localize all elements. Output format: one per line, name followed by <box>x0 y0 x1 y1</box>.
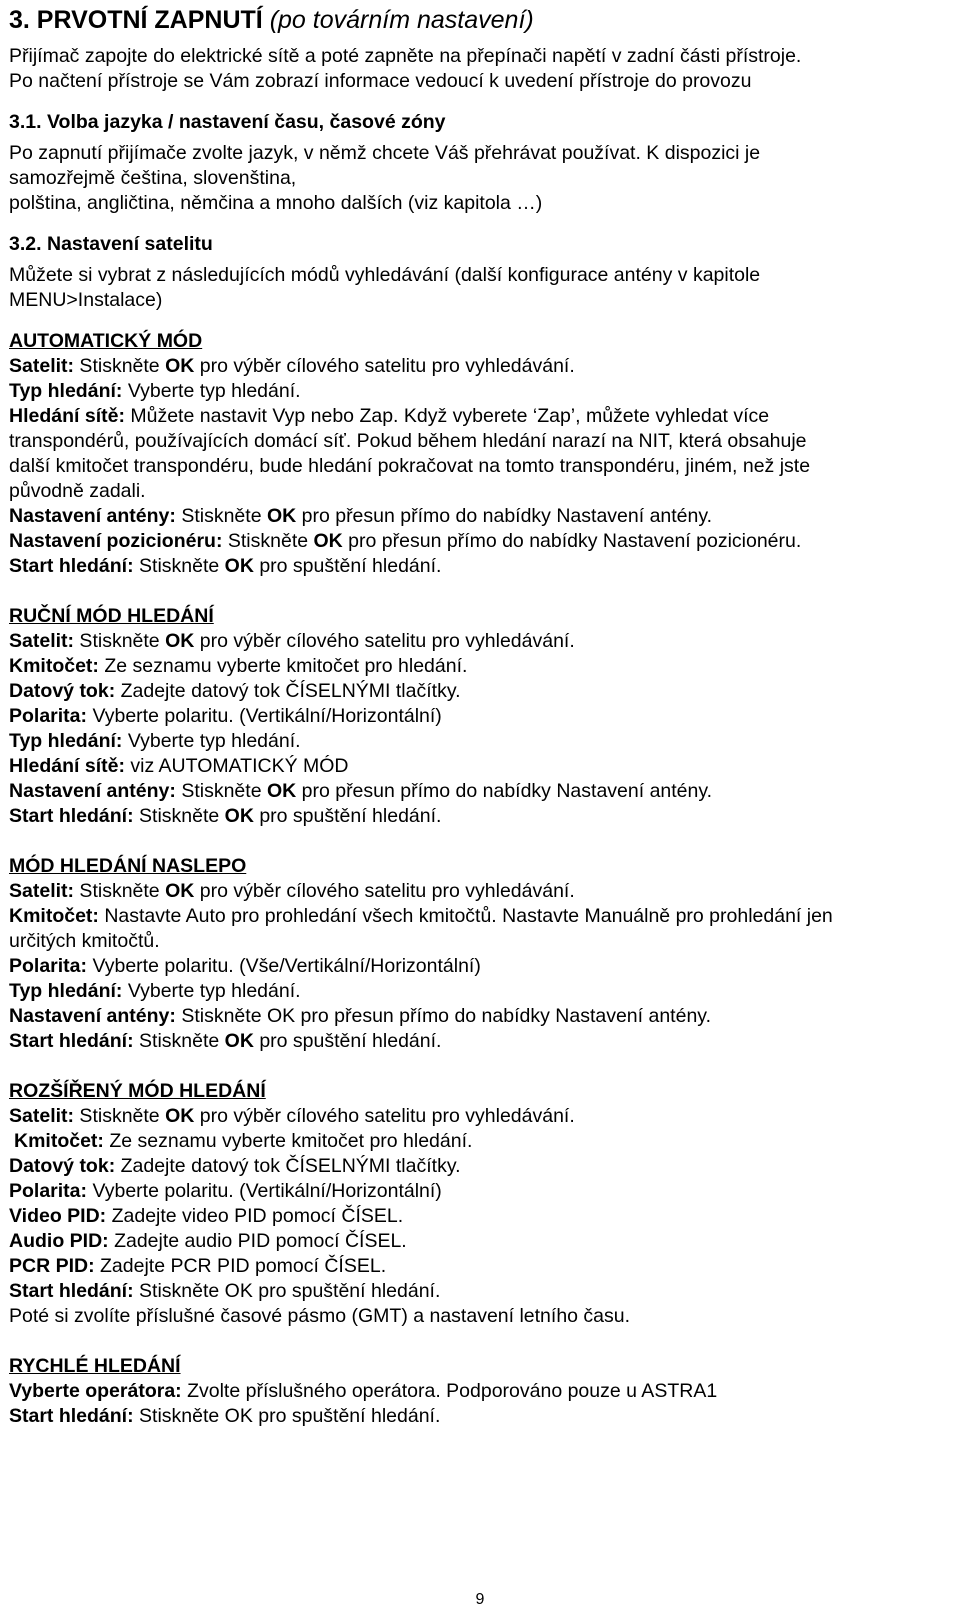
term-label: Kmitočet: <box>14 1130 104 1152</box>
chapter-title: 3. PRVOTNÍ ZAPNUTÍ <box>9 6 263 34</box>
term-label: Start hledání: <box>9 805 134 827</box>
document-page <box>9 4 949 1454</box>
term-text: Zvolte příslušného operátora. Podporováno pouze u ASTRA1 <box>181 1380 718 1402</box>
advanced-satelit-line <box>9 1104 949 1129</box>
term-text: pro výběr cílového satelitu pro vyhledávání. <box>194 355 575 377</box>
manual-start-line <box>9 804 949 829</box>
body-line: samozřejmě čeština, slovenština, <box>9 167 297 189</box>
term-text: Stiskněte OK pro spuštění hledání. <box>133 1405 441 1427</box>
term-text: pro výběr cílového satelitu pro vyhledávání. <box>194 880 575 902</box>
term-label: Polarita: <box>9 1180 88 1202</box>
advanced-mode-title: ROZŠÍŘENÝ MÓD HLEDÁNÍ <box>9 1080 266 1102</box>
term-label: Typ hledání: <box>9 980 123 1002</box>
body-line: další kmitočet transpondéru, bude hledání pokračovat na tomto transpondéru, jiném, než jste <box>9 455 811 477</box>
blind-polarita-line <box>9 954 949 979</box>
term-label: PCR PID: <box>9 1255 95 1277</box>
term-label: Video PID: <box>9 1205 107 1227</box>
term-label: Hledání sítě: <box>9 405 125 427</box>
section-heading <box>9 110 949 135</box>
term-label: Nastavení pozicionéru: <box>9 530 223 552</box>
term-label: Datový tok: <box>9 1155 116 1177</box>
term-text: pro spuštění hledání. <box>253 1030 442 1052</box>
page-number: 9 <box>475 1591 485 1608</box>
ok-key: OK <box>165 630 195 652</box>
term-label: Nastavení antény: <box>9 505 176 527</box>
chapter-subtitle: (po továrním nastavení) <box>269 6 534 34</box>
term-text: Zadejte datový tok ČÍSELNÝMI tlačítky. <box>115 680 461 702</box>
term-label: Kmitočet: <box>9 655 99 677</box>
section-3-1 <box>9 110 949 216</box>
term-text: pro výběr cílového satelitu pro vyhledávání. <box>194 630 575 652</box>
manual-tok-line <box>9 679 949 704</box>
ok-key: OK <box>313 530 343 552</box>
manual-typ-line <box>9 729 949 754</box>
advanced-audio-line <box>9 1229 949 1254</box>
term-text: Stiskněte <box>175 780 267 802</box>
body-line: určitých kmitočtů. <box>9 930 160 952</box>
term-label: Nastavení antény: <box>9 1005 176 1027</box>
auto-antena-line <box>9 504 949 529</box>
advanced-polarita-line <box>9 1179 949 1204</box>
body-line: Po zapnutí přijímače zvolte jazyk, v němž chcete Váš přehrávat používat. K dispozici je <box>9 142 761 164</box>
ok-key: OK <box>165 880 195 902</box>
term-text: Vyberte polaritu. (Vše/Vertikální/Horizontální) <box>87 955 481 977</box>
auto-mode-title: AUTOMATICKÝ MÓD <box>9 330 203 352</box>
body-line: polština, angličtina, němčina a mnoho dalších (viz kapitola …) <box>9 192 543 214</box>
quick-start-line <box>9 1404 949 1429</box>
term-text: Stiskněte <box>74 880 166 902</box>
body-line: MENU>Instalace) <box>9 289 163 311</box>
blind-satelit-line <box>9 879 949 904</box>
term-label: Typ hledání: <box>9 730 123 752</box>
ok-key: OK <box>266 505 297 527</box>
blind-mode-title: MÓD HLEDÁNÍ NASLEPO <box>9 855 247 877</box>
term-text: Stiskněte <box>133 1030 225 1052</box>
term-text: Stiskněte <box>175 505 267 527</box>
term-label: Start hledání: <box>9 1280 134 1302</box>
term-text: pro přesun přímo do nabídky Nastavení pozicionéru. <box>342 530 802 552</box>
term-label: Hledání sítě: <box>9 755 125 777</box>
section-number: 3.1. <box>9 111 42 133</box>
advanced-mode-section <box>9 1079 949 1329</box>
term-label: Start hledání: <box>9 1405 134 1427</box>
term-label: Nastavení antény: <box>9 780 176 802</box>
section-title: Volba jazyka / nastavení času, časové zóny <box>47 111 446 133</box>
blind-typ-line <box>9 979 949 1004</box>
term-text: Vyberte polaritu. (Vertikální/Horizontální) <box>87 1180 442 1202</box>
term-label: Satelit: <box>9 1105 75 1127</box>
term-text: Vyberte typ hledání. <box>122 380 301 402</box>
term-text: Stiskněte OK pro přesun přímo do nabídky Nastavení antény. <box>175 1005 712 1027</box>
term-label: Vyberte operátora: <box>9 1380 182 1402</box>
term-text: pro výběr cílového satelitu pro vyhledávání. <box>194 1105 575 1127</box>
auto-satelit-line <box>9 354 949 379</box>
blind-mode-section <box>9 854 949 1054</box>
term-text: Vyberte typ hledání. <box>122 980 301 1002</box>
quick-operator-line <box>9 1379 949 1404</box>
term-text: Zadejte datový tok ČÍSELNÝMI tlačítky. <box>115 1155 461 1177</box>
term-label: Kmitočet: <box>9 905 99 927</box>
term-text: Ze seznamu vyberte kmitočet pro hledání. <box>98 655 468 677</box>
section-number: 3.2. <box>9 233 42 255</box>
manual-polarita-line <box>9 704 949 729</box>
term-text: Stiskněte <box>133 555 225 577</box>
intro-paragraph <box>9 44 949 94</box>
term-label: Satelit: <box>9 880 75 902</box>
term-label: Satelit: <box>9 630 75 652</box>
term-label: Start hledání: <box>9 1030 134 1052</box>
term-label: Typ hledání: <box>9 380 123 402</box>
auto-mode-section <box>9 329 949 579</box>
quick-mode-title: RYCHLÉ HLEDÁNÍ <box>9 1355 181 1377</box>
term-text: Stiskněte OK pro spuštění hledání. <box>133 1280 441 1302</box>
term-text: Zadejte PCR PID pomocí ČÍSEL. <box>94 1255 387 1277</box>
section-title: Nastavení satelitu <box>47 233 213 255</box>
term-text: Zadejte audio PID pomocí ČÍSEL. <box>108 1230 407 1252</box>
term-text: Můžete nastavit Vyp nebo Zap. Když vyberete ‘Zap’, můžete vyhledat více <box>124 405 770 427</box>
term-text: Stiskněte <box>74 1105 166 1127</box>
auto-start-line <box>9 554 949 579</box>
advanced-note-line: Poté si zvolíte příslušné časové pásmo (GMT) a nastavení letního času. <box>9 1305 631 1327</box>
body-line: Můžete si vybrat z následujících módů vyhledávání (další konfigurace antény v kapitole <box>9 264 761 286</box>
manual-antena-line <box>9 779 949 804</box>
term-text: pro spuštění hledání. <box>253 555 442 577</box>
ok-key: OK <box>224 805 254 827</box>
term-text: Stiskněte <box>74 630 166 652</box>
ok-key: OK <box>224 555 254 577</box>
manual-mode-title: RUČNÍ MÓD HLEDÁNÍ <box>9 605 214 627</box>
term-label: Start hledání: <box>9 555 134 577</box>
manual-site-line <box>9 754 949 779</box>
section-heading <box>9 232 949 257</box>
chapter-heading <box>9 4 949 36</box>
blind-kmitocet-line <box>9 904 949 929</box>
term-text: viz AUTOMATICKÝ MÓD <box>124 755 349 777</box>
term-text: pro spuštění hledání. <box>253 805 442 827</box>
advanced-tok-line <box>9 1154 949 1179</box>
term-text: pro přesun přímo do nabídky Nastavení antény. <box>296 780 713 802</box>
intro-line: Po načtení přístroje se Vám zobrazí informace vedoucí k uvedení přístroje do provozu <box>9 70 752 92</box>
advanced-pcr-line <box>9 1254 949 1279</box>
body-line: původně zadali. <box>9 480 146 502</box>
term-text: pro přesun přímo do nabídky Nastavení antény. <box>296 505 713 527</box>
manual-satelit-line <box>9 629 949 654</box>
advanced-video-line <box>9 1204 949 1229</box>
term-text: Stiskněte <box>74 355 166 377</box>
manual-mode-section <box>9 604 949 829</box>
term-label: Datový tok: <box>9 680 116 702</box>
term-label: Polarita: <box>9 955 88 977</box>
blind-antena-line <box>9 1004 949 1029</box>
section-3-2 <box>9 232 949 313</box>
advanced-start-line <box>9 1279 949 1304</box>
manual-kmitocet-line <box>9 654 949 679</box>
term-text: Stiskněte <box>133 805 225 827</box>
auto-typ-line <box>9 379 949 404</box>
term-label: Audio PID: <box>9 1230 109 1252</box>
term-text: Vyberte polaritu. (Vertikální/Horizontální) <box>87 705 442 727</box>
term-text: Vyberte typ hledání. <box>122 730 301 752</box>
term-text: Ze seznamu vyberte kmitočet pro hledání. <box>103 1130 473 1152</box>
quick-mode-section <box>9 1354 949 1429</box>
ok-key: OK <box>165 1105 195 1127</box>
term-text: Nastavte Auto pro prohledání všech kmitočtů. Nastavte Manuálně pro prohledání jen <box>98 905 833 927</box>
intro-line: Přijímač zapojte do elektrické sítě a poté zapněte na přepínači napětí v zadní části přístroje. <box>9 45 802 67</box>
advanced-kmitocet-line <box>9 1129 949 1154</box>
ok-key: OK <box>224 1030 254 1052</box>
auto-site-line <box>9 404 949 429</box>
body-line: transpondérů, používajících domácí síť. Pokud během hledání narazí na NIT, která obsahuje <box>9 430 807 452</box>
ok-key: OK <box>266 780 297 802</box>
ok-key: OK <box>165 355 195 377</box>
blind-start-line <box>9 1029 949 1054</box>
term-label: Satelit: <box>9 355 75 377</box>
term-label: Polarita: <box>9 705 88 727</box>
auto-pozicioner-line <box>9 529 949 554</box>
term-text: Stiskněte <box>222 530 314 552</box>
term-text: Zadejte video PID pomocí ČÍSEL. <box>106 1205 404 1227</box>
